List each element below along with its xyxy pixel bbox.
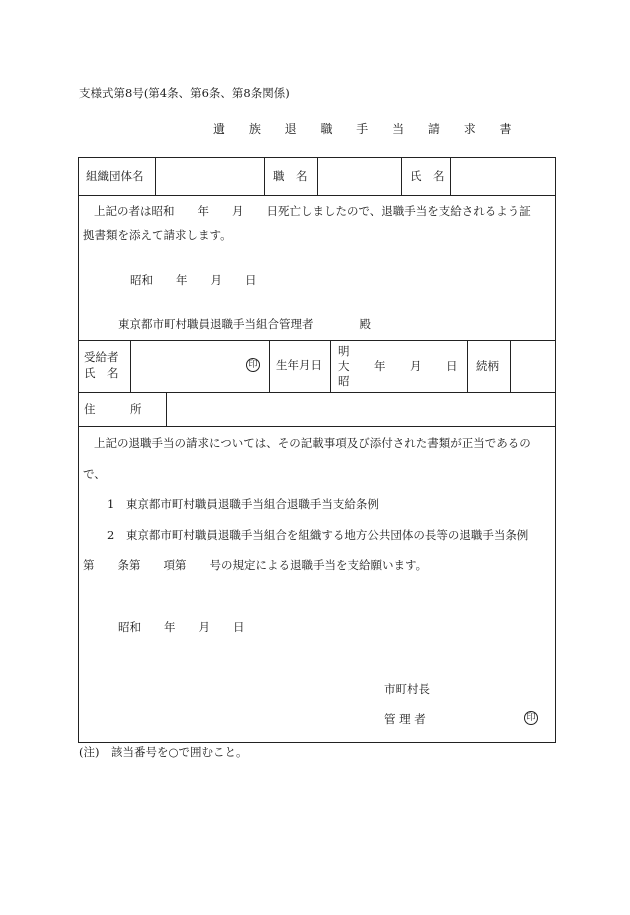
address-field[interactable] xyxy=(167,393,555,425)
row-divider xyxy=(78,426,556,427)
form-number: 支様式第8号(第4条、第6条、第8条関係) xyxy=(79,86,290,100)
addressee: 東京都市町村職員退職手当組合管理者 殿 xyxy=(118,317,371,331)
cell-divider xyxy=(330,340,331,392)
request-date: 昭和 年 月 日 xyxy=(130,273,257,287)
cell-divider xyxy=(269,340,270,392)
cell-divider xyxy=(264,157,265,195)
deceased-name-field[interactable] xyxy=(451,158,555,194)
recipient-label-line1: 受給者 xyxy=(84,350,119,364)
cell-divider xyxy=(467,340,468,392)
signer-title-line2: 管 理 者 xyxy=(384,712,426,726)
recipient-name-field[interactable] xyxy=(131,341,243,391)
birth-date-label: 生年月日 xyxy=(276,358,322,372)
cell-divider xyxy=(401,157,402,195)
job-title-field[interactable] xyxy=(318,158,400,194)
address-label: 住 所 xyxy=(84,402,142,416)
approval-text-line2: で、 xyxy=(83,467,106,481)
approval-date: 昭和 年 月 日 xyxy=(118,620,245,634)
seal-icon: 印 xyxy=(524,711,538,725)
recipient-label-line2: 氏 名 xyxy=(84,366,119,380)
era-showa: 昭 xyxy=(338,374,350,388)
relationship-field[interactable] xyxy=(511,341,555,391)
row-divider xyxy=(78,195,556,196)
rule-line: 第 条第 項第 号の規定による退職手当を支給願います。 xyxy=(83,558,428,572)
era-meiji: 明 xyxy=(338,344,350,358)
ordinance-item-2: 2 東京都市町村職員退職手当組合を組織する地方公共団体の長等の退職手当条例 xyxy=(107,528,529,542)
request-text-line2: 拠書類を添えて請求します。 xyxy=(83,228,232,242)
footnote: (注) 該当番号を○で囲むこと。 xyxy=(79,745,248,759)
org-name-label: 組織団体名 xyxy=(86,169,144,183)
ordinance-item-1: 1 東京都市町村職員退職手当組合退職手当支給条例 xyxy=(107,497,379,511)
birth-year-label: 年 xyxy=(374,359,386,373)
deceased-name-label: 氏 名 xyxy=(410,169,445,183)
signer-title-line1: 市町村長 xyxy=(384,682,430,696)
job-title-label: 職 名 xyxy=(273,169,308,183)
form-title: 遺 族 退 職 手 当 請 求 書 xyxy=(213,122,522,136)
seal-icon: 印 xyxy=(246,358,260,372)
birth-day-label: 日 xyxy=(446,359,458,373)
relationship-label: 続柄 xyxy=(476,359,499,373)
form-border xyxy=(78,157,556,743)
org-name-field[interactable] xyxy=(156,158,263,194)
request-text-line1: 上記の者は昭和 年 月 日死亡しましたので、退職手当を支給されるよう証 xyxy=(94,204,531,218)
birth-month-label: 月 xyxy=(410,359,422,373)
era-taisho: 大 xyxy=(338,359,350,373)
approval-text-line1: 上記の退職手当の請求については、その記載事項及び添付された書類が正当であるの xyxy=(94,436,531,450)
